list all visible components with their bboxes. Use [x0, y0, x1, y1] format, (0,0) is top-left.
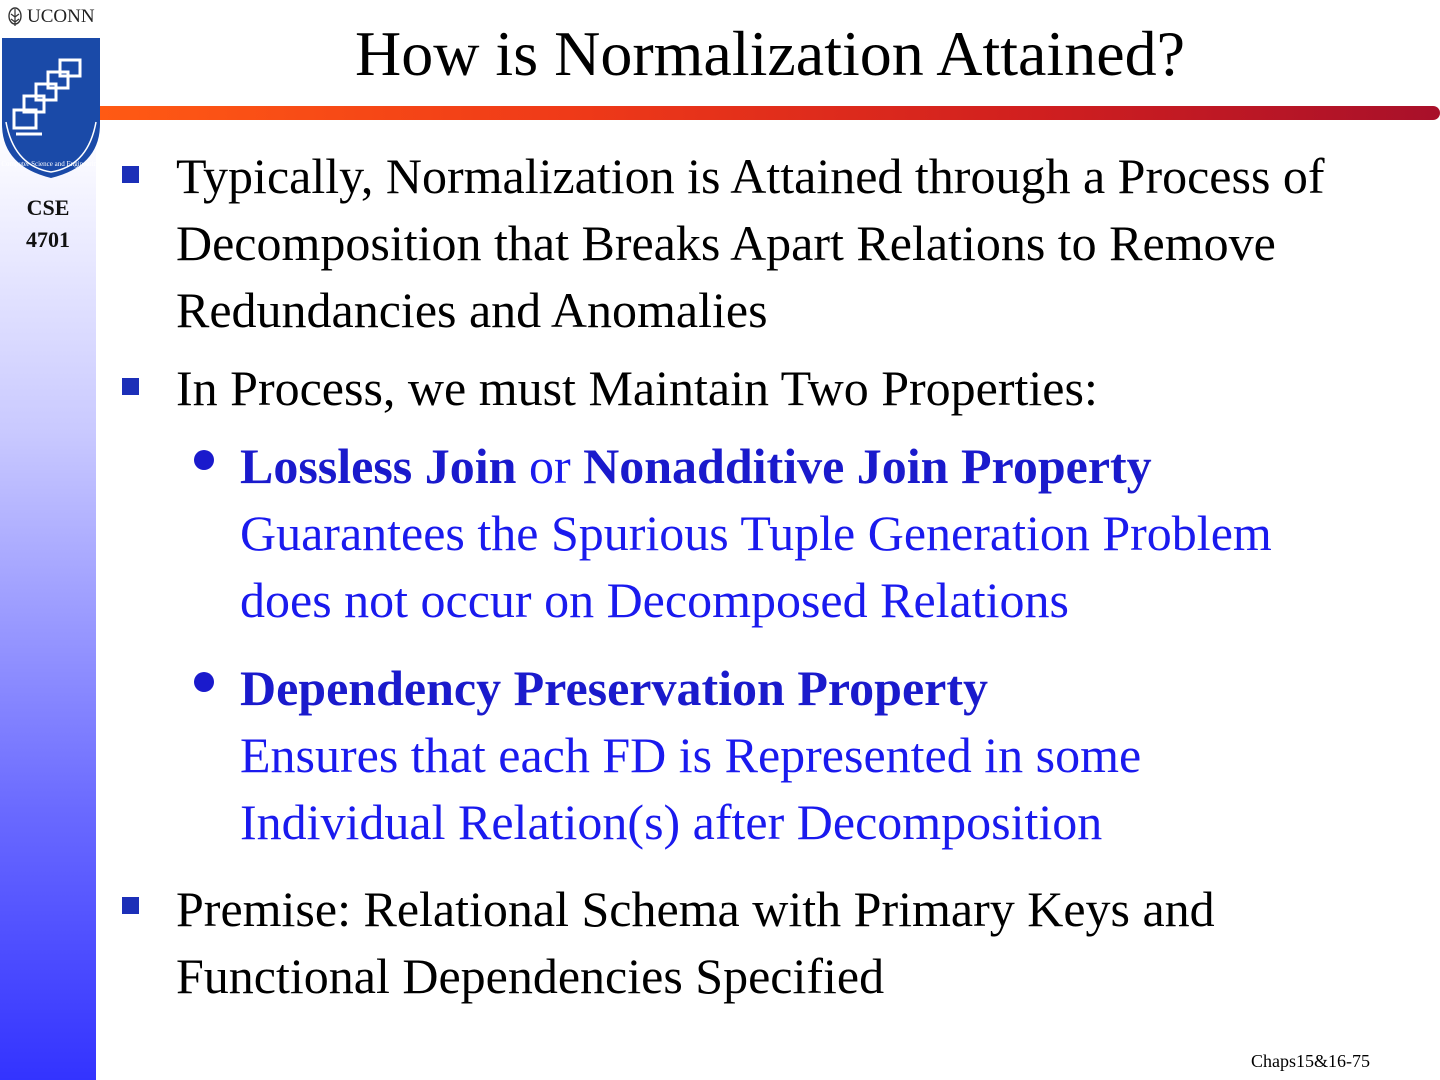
bullet-text: Typically, Normalization is Attained through a Process of Decomposition that Breaks Apart Relations to Remove Redundancies and Anomalies	[176, 148, 1325, 338]
round-bullet-icon	[194, 672, 214, 692]
property-name: Dependency Preservation Property	[240, 660, 988, 716]
course-label-dept: CSE	[26, 195, 70, 220]
uconn-text: UCONN	[27, 6, 95, 27]
property-description: Ensures that each FD is Represented in some	[240, 727, 1142, 783]
property-name: Nonadditive Join Property	[583, 438, 1152, 494]
slide-page-label: Chaps15&16-75	[1251, 1051, 1370, 1071]
property-description: does not occur on Decomposed Relations	[240, 572, 1069, 628]
logo-circle-text: Computer Science and Engineering	[1, 160, 101, 168]
property-name: Lossless Join	[240, 438, 517, 494]
bullet-text: In Process, we must Maintain Two Properties:	[176, 360, 1098, 416]
property-description: Guarantees the Spurious Tuple Generation Problem	[240, 505, 1272, 561]
connector-text: or	[528, 438, 571, 494]
bullet-text: Premise: Relational Schema with Primary Keys and Functional Dependencies Specified	[176, 881, 1215, 1004]
square-bullet-icon	[122, 378, 139, 395]
sub-bullet-text	[240, 433, 1430, 634]
course-label	[0, 192, 96, 256]
sidebar	[0, 0, 101, 1080]
title-underline-bar	[100, 106, 1440, 120]
cse-department-logo	[0, 38, 102, 178]
slide-title: How is Normalization Attained?	[354, 18, 1186, 89]
course-label-number: 4701	[26, 227, 70, 252]
round-bullet-icon	[194, 450, 214, 470]
square-bullet-icon	[122, 897, 139, 914]
square-bullet-icon	[122, 166, 139, 183]
sub-bullet-text	[240, 655, 1430, 856]
property-description: Individual Relation(s) after Decomposition	[240, 794, 1103, 850]
oak-leaf-icon	[6, 6, 24, 28]
uconn-wordmark	[6, 4, 95, 30]
